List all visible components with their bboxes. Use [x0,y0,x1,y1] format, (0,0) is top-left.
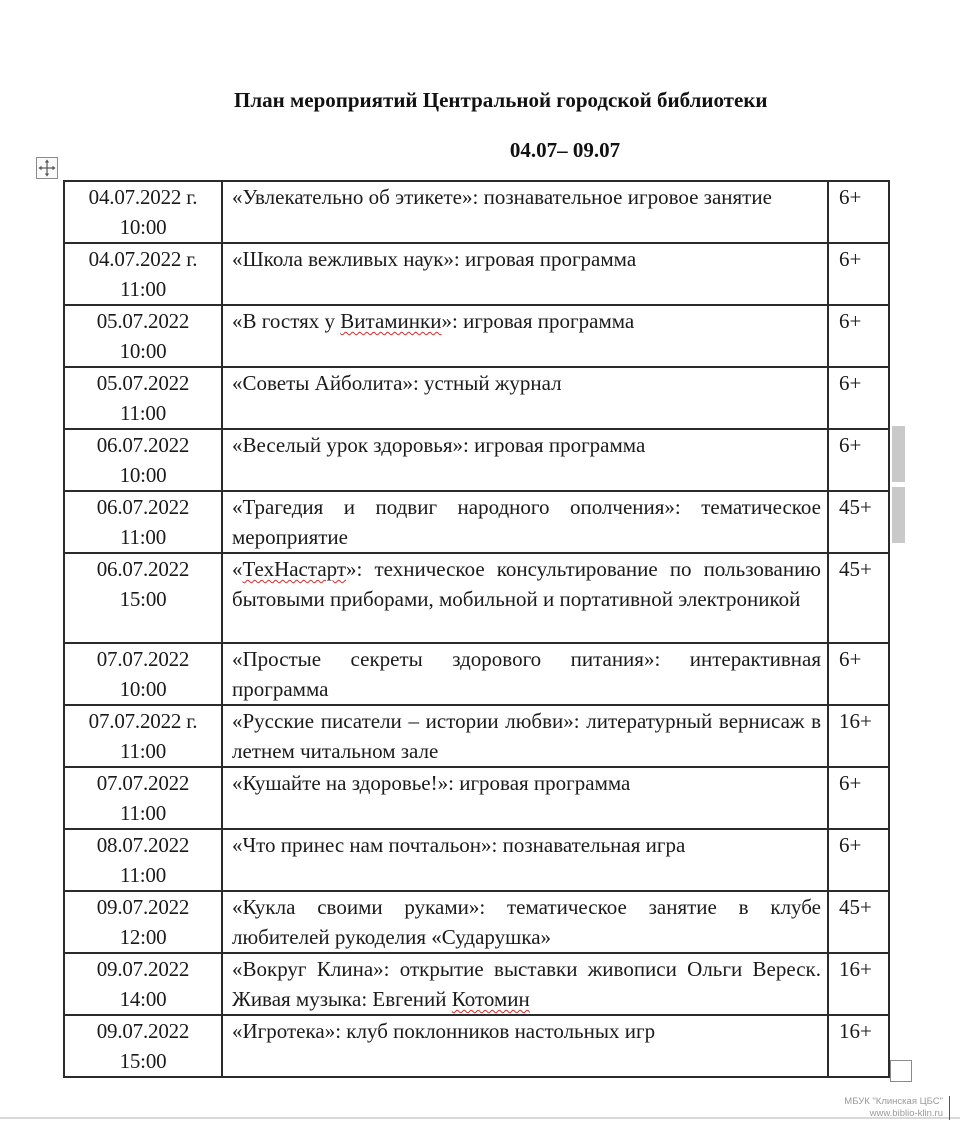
table-row [64,181,889,243]
spellcheck-flagged-word: Витаминки [340,309,442,333]
event-title: «Русские писатели – истории любви»: литературный вернисаж в летнем читальном зале [222,705,828,767]
event-date: 09.07.2022 [96,895,190,919]
event-age-rating: 6+ [828,829,889,891]
event-title: «Школа вежливых наук»: игровая программа [222,243,828,305]
event-title: «Кукла своими руками»: тематическое занятие в клубе любителей рукоделия «Сударушка» [222,891,828,953]
event-title [222,305,828,367]
event-date: 09.07.2022 [96,957,190,981]
event-time: 11:00 [119,739,167,763]
document-title: План мероприятий Центральной городской библиотеки [234,88,768,112]
events-table [63,180,890,1078]
event-age-rating: 6+ [828,243,889,305]
event-age-rating: 45+ [828,553,889,643]
event-date: 08.07.2022 [96,833,190,857]
event-age-rating: 6+ [828,643,889,705]
event-datetime-cell [64,891,222,953]
document-date-range: 04.07– 09.07 [509,138,621,162]
table-row [64,243,889,305]
event-datetime-cell [64,243,222,305]
event-datetime-cell [64,491,222,553]
table-row [64,491,889,553]
event-time: 15:00 [119,587,167,611]
watermark-org: МБУК "Клинская ЦБС" [844,1096,943,1107]
event-date: 09.07.2022 [96,1019,190,1043]
event-title [222,553,828,643]
event-date: 07.07.2022 [96,647,190,671]
event-time: 11:00 [119,863,167,887]
event-age-rating: 45+ [828,891,889,953]
event-date: 04.07.2022 г. [88,185,198,209]
page-bottom-divider [0,1117,960,1119]
event-date: 06.07.2022 [96,557,190,581]
table-row [64,367,889,429]
event-datetime-cell [64,429,222,491]
event-date: 07.07.2022 г. [88,709,198,733]
event-date: 05.07.2022 [96,309,190,333]
table-row [64,891,889,953]
table-row [64,305,889,367]
event-title: «Простые секреты здорового питания»: интерактивная программа [222,643,828,705]
event-age-rating: 6+ [828,429,889,491]
event-date: 04.07.2022 г. [88,247,198,271]
event-time: 10:00 [119,215,167,239]
table-row [64,643,889,705]
event-title: «Кушайте на здоровье!»: игровая программа [222,767,828,829]
event-datetime-cell [64,367,222,429]
event-datetime-cell [64,1015,222,1077]
table-row [64,829,889,891]
event-title: «Игротека»: клуб поклонников настольных игр [222,1015,828,1077]
table-row [64,553,889,643]
event-time: 10:00 [119,677,167,701]
event-time: 11:00 [119,525,167,549]
event-age-rating: 6+ [828,305,889,367]
event-age-rating: 16+ [828,1015,889,1077]
event-datetime-cell [64,305,222,367]
table-resize-square-icon[interactable] [890,1060,912,1082]
event-datetime-cell [64,767,222,829]
event-time: 11:00 [119,401,167,425]
event-datetime-cell [64,181,222,243]
event-age-rating: 6+ [828,367,889,429]
table-row [64,953,889,1015]
table-move-handle-icon[interactable] [36,157,58,179]
table-row [64,767,889,829]
event-title: «Веселый урок здоровья»: игровая программа [222,429,828,491]
event-date: 07.07.2022 [96,771,190,795]
event-title-part: «Вокруг Клина»: открытие выставки живописи Ольги Вереск. Живая музыка: Евгений [232,957,821,1011]
scrollbar-thumb[interactable] [892,426,905,482]
event-age-rating: 45+ [828,491,889,553]
event-datetime-cell [64,953,222,1015]
event-datetime-cell [64,705,222,767]
event-age-rating: 16+ [828,953,889,1015]
table-row [64,429,889,491]
event-date: 05.07.2022 [96,371,190,395]
event-time: 11:00 [119,801,167,825]
event-date: 06.07.2022 [96,495,190,519]
event-title-part: »: игровая программа [441,309,635,333]
event-time: 15:00 [119,1049,167,1073]
event-title-part: «В гостях у [232,309,341,333]
event-title: «Увлекательно об этикете»: познавательное игровое занятие [222,181,828,243]
watermark-url: www.biblio-klin.ru [869,1108,943,1119]
spellcheck-flagged-word: ТехНастарт [242,557,347,581]
table-row [64,1015,889,1077]
event-time: 12:00 [119,925,167,949]
watermark [844,1096,950,1120]
event-age-rating: 6+ [828,181,889,243]
event-title: «Трагедия и подвиг народного ополчения»: тематическое мероприятие [222,491,828,553]
event-title-part: »: техническое консультирование по пользованию бытовыми приборами, мобильной и портативной электроникой [232,557,821,611]
spellcheck-flagged-word: Котомин [451,987,530,1011]
event-datetime-cell [64,829,222,891]
event-time: 11:00 [119,277,167,301]
event-title-part: « [232,557,243,581]
event-datetime-cell [64,643,222,705]
table-row [64,705,889,767]
event-age-rating: 16+ [828,705,889,767]
event-title: «Что принес нам почтальон»: познавательная игра [222,829,828,891]
event-age-rating: 6+ [828,767,889,829]
event-time: 10:00 [119,463,167,487]
scrollbar-thumb[interactable] [892,487,905,543]
event-title [222,953,828,1015]
event-date: 06.07.2022 [96,433,190,457]
event-time: 14:00 [119,987,167,1011]
event-title: «Советы Айболита»: устный журнал [222,367,828,429]
event-time: 10:00 [119,339,167,363]
event-datetime-cell [64,553,222,643]
